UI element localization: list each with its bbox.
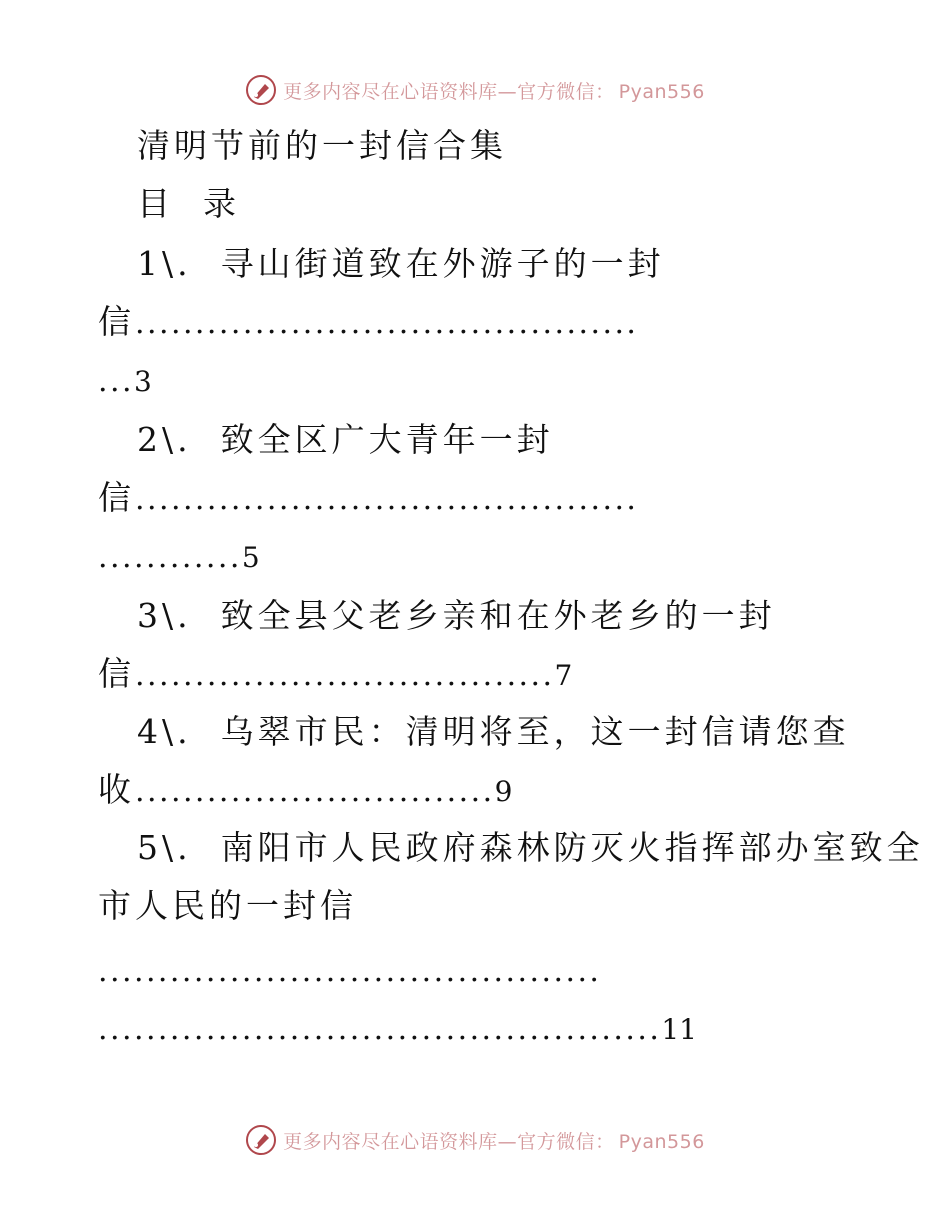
toc-entry-2-page: 5 [241,541,260,574]
toc-entry-3-leader[interactable]: 信...................................7 [98,654,573,693]
banner-text: 更多内容尽在心语资料库—官方微信： Pyan556 [283,80,705,103]
pen-nib-logo-icon [245,1124,277,1156]
toc-entry-4-page: 9 [494,775,513,808]
toc-entry-1-page: 3 [133,365,152,398]
toc-entry-2-title[interactable]: 2\. 致全区广大青年一封 [137,420,554,459]
toc-entry-4-title[interactable]: 4\. 乌翠市民：清明将至，这一封信请您查 [137,712,850,751]
toc-entry-1-page-line[interactable]: ...3 [98,364,152,399]
toc-heading: 目 录 [137,184,240,223]
toc-entry-5-page-line[interactable]: ...............................................11 [98,1012,697,1047]
toc-entry-1-title[interactable]: 1\. 寻山街道致在外游子的一封 [137,244,665,283]
banner-text: 更多内容尽在心语资料库—官方微信： Pyan556 [283,1130,705,1153]
document-title: 清明节前的一封信合集 [137,126,507,165]
toc-entry-5-title[interactable]: 5\. 南阳市人民政府森林防灭火指挥部办室致全 [137,828,924,867]
toc-entry-5-page: 11 [661,1013,697,1046]
toc-entry-3-page: 7 [554,659,573,692]
toc-entry-5-title-cont[interactable]: 市人民的一封信 [98,886,357,925]
toc-entry-2-page-line[interactable]: ............5 [98,540,260,575]
toc-entry-3-title[interactable]: 3\. 致全县父老乡亲和在外老乡的一封 [137,596,776,635]
header-banner [0,72,950,108]
toc-entry-2-leader[interactable]: 信.......................................... [98,478,639,517]
toc-entry-5-leader[interactable]: .......................................... [98,954,602,989]
toc-entry-1-leader[interactable]: 信.......................................... [98,302,639,341]
pen-nib-logo-icon [245,74,277,106]
toc-entry-4-leader[interactable]: 收..............................9 [98,770,513,809]
footer-banner [0,1122,950,1158]
